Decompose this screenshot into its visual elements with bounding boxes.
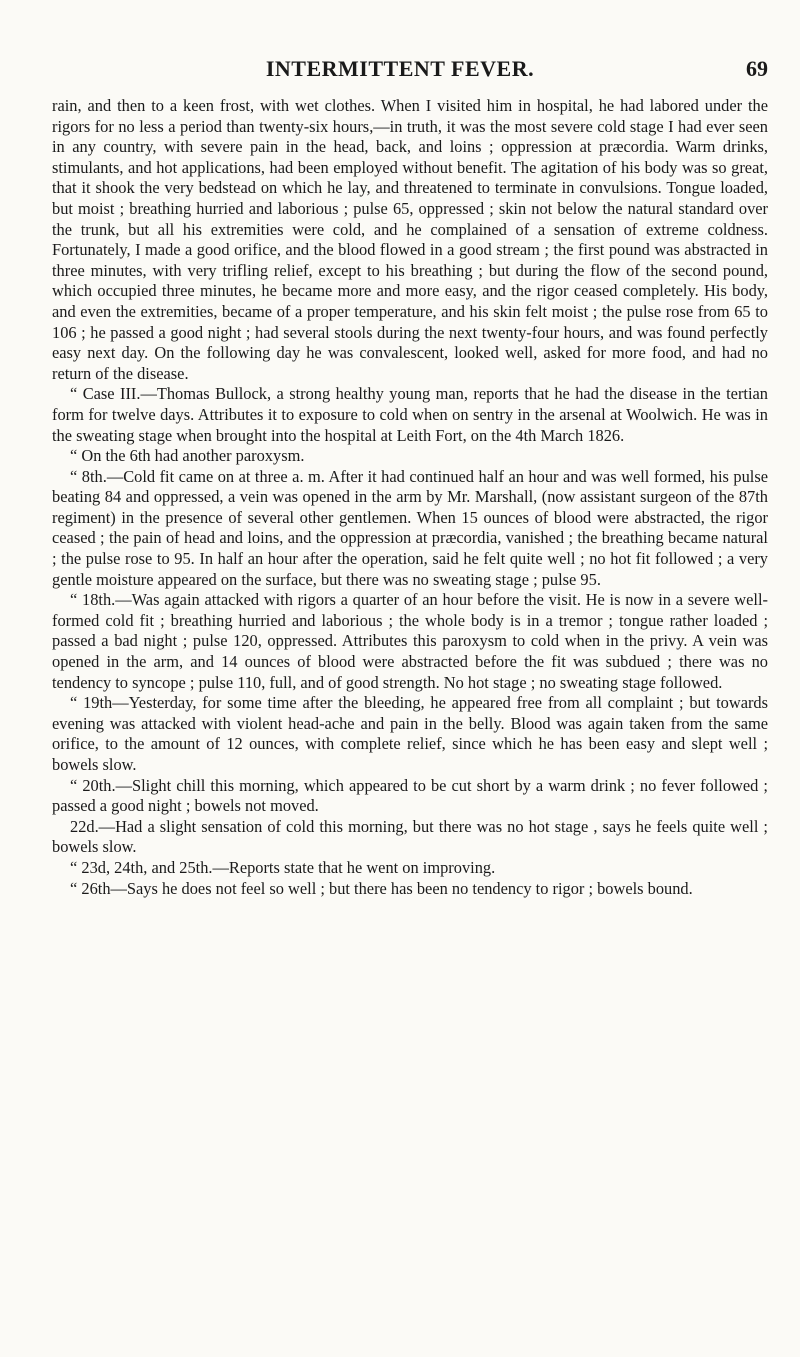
paragraph-entry-26th: “ 26th—Says he does not feel so well ; but there has been no tendency to rigor ; bowels bound. <box>70 878 693 898</box>
running-head <box>0 56 800 86</box>
paragraph-entry-19th: “ 19th—Yesterday, for some time after the bleeding, he appeared free from all complaint ; but towards evening was attacked with violent head-ache and pain in the belly. Blood was again taken from the same orifice, to the amount of 12 ounces, with complete relief, since which he has been easy and slept well ; bowels slow. <box>52 693 768 774</box>
paragraph-entry-20th: “ 20th.—Slight chill this morning, which appeared to be cut short by a warm drink ; no fever followed ; passed a good night ; bowels not moved. <box>52 775 768 816</box>
paragraph-case-iii-intro: “ Case III.—Thomas Bullock, a strong healthy young man, reports that he had the disease in the tertian form for twelve days. Attributes it to exposure to cold when on sentry in the arsenal at Woolwich. He was in the sweating stage when brought into the hospital at Leith Fort, on the 4th March 1826. <box>52 384 768 445</box>
paragraph-entry-8th: “ 8th.—Cold fit came on at three a. m. After it had continued half an hour and was well formed, his pulse beating 84 and oppressed, a vein was opened in the arm by Mr. Marshall, (now assistant surgeon of the 87th regiment) in the presence of several other gentlemen. When 15 ounces of blood were abstracted, the rigor ceased ; the pain of head and loins, and the oppression at præcordia, vanished ; the breathing became natural ; the pulse rose to 95. In half an hour after the operation, said he felt quite well ; no hot fit followed ; a very gentle moisture appeared on the surface, but there was no sweating stage ; pulse 95. <box>52 466 768 589</box>
body-text <box>52 96 768 899</box>
paragraph-entry-22d: 22d.—Had a slight sensation of cold this morning, but there was no hot stage , says he feels quite well ; bowels slow. <box>52 816 768 857</box>
paragraph-entry-18th: “ 18th.—Was again attacked with rigors a quarter of an hour before the visit. He is now in a severe well-formed cold fit ; breathing hurried and laborious ; the whole body is in a tremor ; tongue rather loaded ; passed a bad night ; pulse 120, oppressed. Attributes this paroxysm to cold when in the privy. A vein was opened in the arm, and 14 ounces of blood were abstracted before the fit was subdued ; there was no tendency to syncope ; pulse 110, full, and of good strength. No hot stage ; no sweating stage followed. <box>52 590 768 692</box>
paragraph-entry-6th: “ On the 6th had another paroxysm. <box>70 446 305 466</box>
page-number: 69 <box>746 56 768 81</box>
running-title: INTERMITTENT FEVER. <box>265 56 535 81</box>
paragraph-entry-23d-25th: “ 23d, 24th, and 25th.—Reports state that he went on improving. <box>70 857 496 877</box>
paragraph-case-ii-continuation: rain, and then to a keen frost, with wet clothes. When I visited him in hospital, he had labored under the rigors for no less a period than twenty-six hours,—in truth, it was the most severe cold stage I had ever seen in any country, with severe pain in the head, back, and loins ; oppression at præcordia. Warm drinks, stimulants, and hot applications, had been employed without benefit. The agitation of his body was so great, that it shook the very bedstead on which he lay, and threatened to terminate in convulsions. Tongue loaded, but moist ; breathing hurried and laborious ; pulse 65, oppressed ; skin not below the natural standard over the trunk, but all his extremities were cold, and he complained of a sensation of extreme coldness. Fortunately, I made a good orifice, and the blood flowed in a good stream ; the first pound was abstracted in three minutes, with very trifling relief, except to his breathing ; but during the flow of the second pound, which occupied three minutes, he became more and more easy, and the rigor ceased completely. His body, and even the extremities, became of a proper temperature, and his skin felt moist ; the pulse rose from 65 to 106 ; he passed a good night ; had several stools during the next twenty-four hours, and was found perfectly easy next day. On the following day he was convalescent, looked well, asked for more food, and had no return of the disease. <box>52 96 768 383</box>
